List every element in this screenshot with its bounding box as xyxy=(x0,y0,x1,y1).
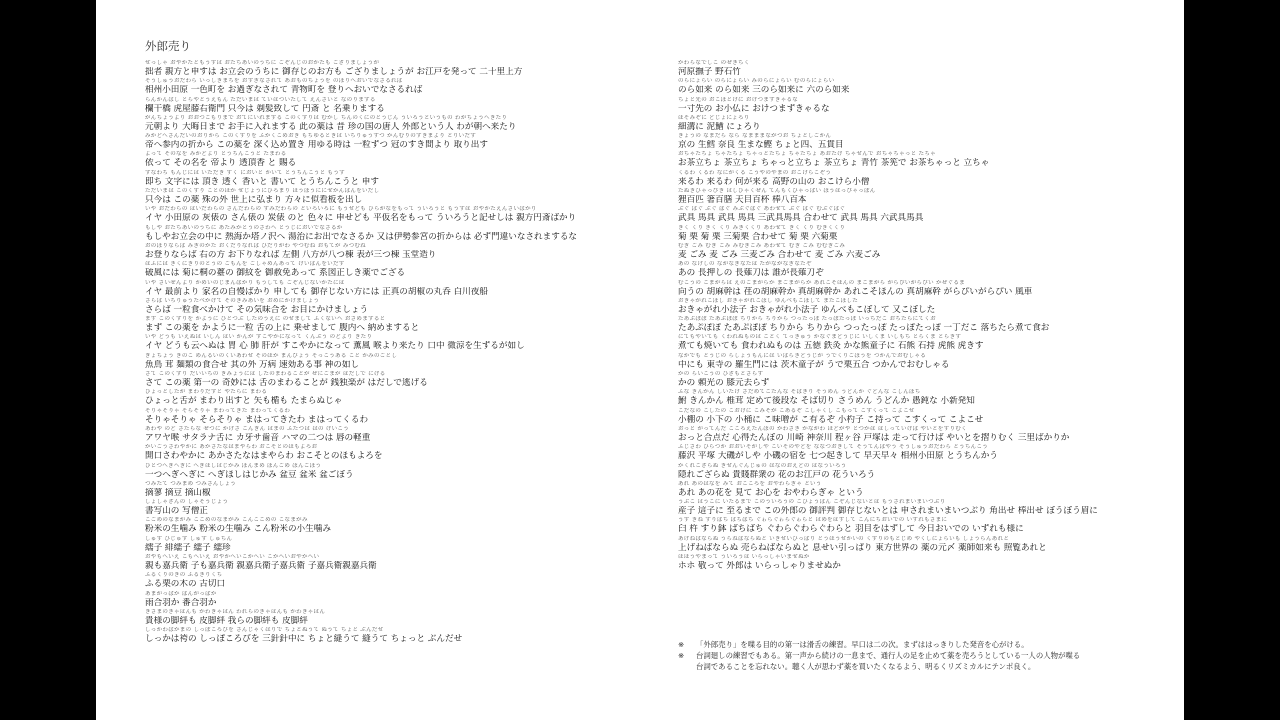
furigana-reading: はふには きくにきりのとうの ごもんを ごしゃめんあって けいばんをいだす xyxy=(145,261,345,268)
verse-line xyxy=(145,188,625,206)
verse-line xyxy=(678,115,1158,133)
verse-text: 開口さわやかに あかさたなはまやらわ おこそとのほもよろを xyxy=(145,451,383,462)
verse-line xyxy=(145,444,625,462)
verse-line xyxy=(678,554,1158,572)
furigana-reading: のらにょらい のらにょらい みのらにょらい むのらにょらい xyxy=(678,78,835,85)
furigana-reading: しゅす ひじゅす しゅす しゅちん xyxy=(145,535,233,542)
verse-line xyxy=(678,188,1158,206)
furigana-reading: そりゃそりゃ そらそりゃ まわってきた まわってくるわ xyxy=(145,407,291,414)
verse-text: 摘蓼 摘豆 摘山椒 xyxy=(145,487,211,498)
furigana-reading: あわや のど さたらな ぜつに かげさ ごんぎん はまの ふたつは はの けいこう xyxy=(145,425,350,432)
verse-line xyxy=(678,536,1158,554)
verse-text: かの 頼光の 膝元去らず xyxy=(678,378,770,389)
verse-text: 只今は この薬 殊の外 世上に弘まり 方々に似看板を出し xyxy=(145,195,363,206)
verse-line xyxy=(678,444,1158,462)
furigana-reading: すなわち もんじには いただき すく においと かいて とうちんこうと もうす xyxy=(145,169,345,176)
furigana-reading: いや おだわらの はいだわらの さんだわらの すみだわらの といろいろに もうせども ひらがなをもって ういろうと もうすは おやかたえんさいばかり xyxy=(145,206,537,213)
furigana-reading: かわらなでしこ のぜきちく xyxy=(678,60,750,66)
verse-text: 産子 這子に 至るまで この外郎の 御評判 御存じないとは 申されまいまいつぶり 角出せ 棒出せ ぼうぼう眉に xyxy=(678,506,1098,517)
verse-line xyxy=(145,151,625,169)
furigana-reading: かいごうさわやかに あかさたなはまやらわ おこそとのほもよろお xyxy=(145,444,318,451)
verse-line xyxy=(145,334,625,352)
verse-text: 狸百匹 箸百膳 天目百杯 棒八百本 xyxy=(678,195,807,206)
furigana-reading: いや さいぜんより かめいのじまんばかり もうしても ごぞんじないかたには xyxy=(145,279,345,286)
verse-text: さらば 一粒食べかけて その気味合を お目にかけましょう xyxy=(145,304,369,315)
verse-line xyxy=(145,298,625,316)
verse-text: あの 長押しの 長薙刀は 誰が長薙刀ぞ xyxy=(678,268,824,279)
furigana-reading: がんちょうより おおつごもりまで おてにいれまする このくすりは むかし ちんのくにのとうじん ういろうというもの わがちょうへきたり xyxy=(145,114,508,121)
note-text: 台詞廻しの練習でもある。第一声から続けの一息まで、通行人の足を止めて薬を売ろうとしている一人の人物が喋る xyxy=(696,651,1081,660)
verse-text: お茶立ちょ 茶立ちょ ちゃっと立ちょ 茶立ちょ 青竹 茶筅で お茶ちゃっと 立ちゃ xyxy=(678,158,990,169)
verse-text: ひょっと舌が まわり出すと 矢も楯も たまらぬじゃ xyxy=(145,396,343,407)
furigana-reading: くるわ くるわ なにがくる こうやのやまの おこけらこぞう xyxy=(678,169,832,176)
furigana-reading: らんかんばし とらやとうえもん ただいまは ていはついたして えんさいと なのりまする xyxy=(145,96,376,103)
verse-text: 即ち 文字には 頂き 透く 香いと 書いて とうちんこうと 申す xyxy=(145,176,379,187)
furigana-reading: ぎょちょう きのこ めんるいのくいあわせ そのほか まんびょう そっこうある こと かみのごとし xyxy=(145,352,398,359)
furigana-reading: あげねばならぬ うらねばならぬと いきせいひっぱり とうほうせかいの くすりのもとじめ やくしにょらいも しょうらんあれと xyxy=(678,535,1010,542)
furigana-reading: にてもやいても くわれぬものは ごとく てっきゅう かなぐまどうじに いしくま いしもち とらくま とらきす xyxy=(678,334,962,341)
verse-line xyxy=(145,316,625,334)
verse-text: 依って その名を 帝より 透頂香 と 賜る xyxy=(145,158,297,169)
verse-text: 藤沢 平塚 大磯がしや 小磯の宿を 七つ起きして 早天早々 相州小田原 とうちんかう xyxy=(678,451,998,462)
left-column xyxy=(145,60,625,646)
verse-line xyxy=(145,261,625,279)
verse-line xyxy=(678,517,1158,535)
furigana-reading: よって そのなを みかどより とうちんこうと たまわる xyxy=(145,151,287,158)
verse-line xyxy=(145,170,625,188)
verse-line xyxy=(145,408,625,426)
verse-line xyxy=(145,463,625,481)
document-title: 外郎売り xyxy=(145,39,191,53)
furigana-reading: かの らいこうの ひざもとさらず xyxy=(678,371,764,378)
furigana-reading: むこうの ごまがらは えのごまがらか まごまがらか あれこそほんの まごまがら がらぴいがらぴい かぜぐるま xyxy=(678,279,965,286)
furigana-reading: しょしゃざんの しゃそうじょう xyxy=(145,499,229,506)
furigana-reading: まず このくすりを かように ひとつぶ したのうえに のせまして ふくないへ おさめますると xyxy=(145,316,386,323)
furigana-reading: あの なげしの ながなぎなたは たがながなぎなたぞ xyxy=(678,261,812,268)
verse-line xyxy=(145,115,625,133)
furigana-reading: ひょっとしたが まわりだすと やたらに まわる xyxy=(145,389,268,396)
verse-text: おっと合点だ 心得たんぼの 川崎 神奈川 程ヶ谷 戸塚は 走って行けば やいとを摺りむく 三里ばかりか xyxy=(678,432,1070,443)
verse-text: そりゃそりゃ そらそりゃ まはってきたわ まはってくるわ xyxy=(145,414,369,425)
verse-line xyxy=(145,225,625,243)
verse-line xyxy=(678,499,1158,517)
verse-text: 雨合羽か 番合羽か xyxy=(145,597,217,608)
verse-text: 一つへぎへぎに へぎほしはじかみ 盆豆 盆米 盆ごぼう xyxy=(145,469,354,480)
furigana-reading: あれ あのはなを みて おこころを おやわらぎゃ という xyxy=(678,480,822,487)
verse-text: あれ あの花を 見て お心を おやわらぎゃ という xyxy=(678,487,864,498)
furigana-reading: こごめのなまがみ こごめのなまがみ こんこごめの こなまがみ xyxy=(145,517,308,524)
furigana-reading: せっしゃ おやかたともうすは おたちあいのうちに ごぞんじのおかたも ござりましょうが xyxy=(145,60,380,66)
verse-text: もしやお立会の中に 熱海か塔ノ沢へ 湯治にお出でなさるか 又は伊勢参宮の折からは 必ず門違いなされまするな xyxy=(145,231,578,242)
verse-text: 臼 杵 すり鉢 ばちばち ぐわらぐわらぐわらと 羽目をはずして 今日おいでの いずれも様に xyxy=(678,524,1024,535)
verse-line xyxy=(678,463,1158,481)
verse-text: しっかは袴の しっぽころびを 三針針中に ちょと縫うて 縫うて ちょっと ぶんだせ xyxy=(145,634,463,645)
verse-line xyxy=(678,316,1158,334)
verse-text: おきゃがれ小法子 おきゃがれ小法子 ゆんべもこぼして 又こぼした xyxy=(678,304,936,315)
verse-text: 書写山の 写僧正 xyxy=(145,506,208,517)
furigana-reading: あまがっぱか ばんがっぱか xyxy=(145,590,217,597)
verse-line xyxy=(145,243,625,261)
note-text: 「外郎売り」を喋る目的の第一は滑舌の練習。早口は二の次。まずははっきりした発音を心がける。 xyxy=(696,640,1029,649)
note-line xyxy=(678,639,1158,650)
verse-line xyxy=(678,60,1158,78)
furigana-reading: おのぼりならば みぎのかた おくだりなれば ひだりがわ やつむね おもてが みつむね xyxy=(145,242,366,249)
verse-line xyxy=(678,389,1158,407)
note-mark: ※ xyxy=(678,651,685,660)
right-column xyxy=(678,60,1158,572)
note-line xyxy=(678,650,1158,661)
furigana-reading: ただいまは このくすり ことのほか せじょうにひろまり ほうぼうににせかんばんをいだし xyxy=(145,188,380,195)
verse-text: のら如来 のら如来 三のら如来に 六のら如来 xyxy=(678,85,850,96)
verse-text: 京の 生鱈 奈良 生まな鰹 ちょと四、五貫目 xyxy=(678,140,844,151)
verse-line xyxy=(678,261,1158,279)
verse-text: 鮒 きんかん 椎茸 定めて後段な そば切り さうめん うどんか 愚鈍な 小新発知 xyxy=(678,396,975,407)
verse-text: 相州小田原 一色町を お過ぎなされて 青物町を 登りへおいでなさるれば xyxy=(145,85,423,96)
furigana-reading: ちょと先の おこぼとけに おけつまずきゃるな xyxy=(678,96,799,103)
verse-text: 河原撫子 野石竹 xyxy=(678,67,741,77)
furigana-reading: きょうの なまだら なら なまままながつお ちょとしごかん xyxy=(678,133,832,140)
verse-line xyxy=(678,334,1158,352)
verse-line xyxy=(145,481,625,499)
furigana-reading: ほそみぞに どじょにょろり xyxy=(678,114,750,121)
furigana-reading: そうしゅうおだわら いっしきまちを おすぎなされて あおものちょうを のぼりへおいでなさるれば xyxy=(145,78,403,85)
verse-text: 来るわ 来るわ 何が来る 高野の山の おこけら小僧 xyxy=(678,176,870,187)
note-mark: ※ xyxy=(678,640,685,649)
verse-text: ふる栗の木の 古切口 xyxy=(145,579,226,590)
verse-line xyxy=(145,554,625,572)
verse-line xyxy=(145,206,625,224)
verse-text: お登りならば 右の方 お下りなれば 左側 八方が八つ棟 表が三つ棟 玉堂造り xyxy=(145,249,437,260)
verse-line xyxy=(145,572,625,590)
verse-text: さて この薬 第一の 奇妙には 舌のまわることが 銭独楽が はだしで逃げる xyxy=(145,378,428,389)
furigana-reading: きく くり きく くり みきくくり あわせて きく くり むきくくり xyxy=(678,224,846,231)
verse-line xyxy=(145,60,625,78)
verse-line xyxy=(678,280,1158,298)
furigana-reading: もしや おたちあいのうちに あたみかとうのさわへ とうじにおいでなさるか xyxy=(145,224,343,231)
note-line xyxy=(678,661,1158,672)
furigana-reading: さて このくすり だいいちの きみょうには したのまわることが ぜにごまが はだしで にげる xyxy=(145,371,386,378)
notes-section xyxy=(678,639,1158,672)
furigana-reading: たぬきひゃっぴき はしひゃくぜん てんもくひゃっぱい ぼうはっぴゃっぽん xyxy=(678,188,876,195)
furigana-reading: こだなの こしたの こおけに こみそが こあるぞ こしゃくし こもって こすくって こよこせ xyxy=(678,407,915,414)
furigana-reading: ほほうやまって ういろうは いらっしゃいませぬか xyxy=(678,554,810,561)
verse-line xyxy=(145,627,625,645)
furigana-reading: おちゃたちょ ちゃたちょ ちゃっとたちょ ちゃたちょ あおたけ ちゃせんで おちゃちゃっと たちゃ xyxy=(678,151,936,158)
verse-line xyxy=(145,499,625,517)
verse-text: 中にも 東寺の 羅生門には 茨木童子が うで栗五合 つかんでおむしゃる xyxy=(678,359,950,370)
verse-line xyxy=(145,389,625,407)
verse-line xyxy=(678,206,1158,224)
verse-line xyxy=(678,481,1158,499)
verse-text: 煮ても焼いても 食われぬものは 五徳 鉄灸 かな熊童子に 石熊 石持 虎熊 虎きす xyxy=(678,341,984,352)
verse-line xyxy=(145,353,625,371)
furigana-reading: さらば いちりゅうたべかけて そのきみあいを おめにかけましょう xyxy=(145,297,320,304)
verse-line xyxy=(678,225,1158,243)
verse-text: 麦 ごみ 麦 ごみ 三麦ごみ 合わせて 麦 ごみ 六麦ごみ xyxy=(678,249,881,260)
document-page xyxy=(96,0,1184,720)
verse-line xyxy=(145,609,625,627)
verse-text: 隠れござらぬ 貴賤群衆の 花のお江戸の 花ういろう xyxy=(678,469,876,480)
furigana-reading: ぶぐ ばぐ ぶぐ ばぐ みぶぐばぐ あわせて ぶぐ ばぐ むぶぐばぐ xyxy=(678,206,846,213)
furigana-reading: ふな きんかん しいたけ さだめてごたんな そばきり そうめん うどんか ぐどんな こしんぼち xyxy=(678,389,921,396)
furigana-reading: うす きね すりばち ばちばち ぐゎらぐゎらぐゎらと はめをはずして こんにちおいでの いずれもさまに xyxy=(678,517,948,524)
furigana-reading: おやもへいえ こもへいえ おやかへいこかへい こかへいおやかへい xyxy=(145,554,320,561)
furigana-reading: しっかわばかまの しっぽころびを さんじゃくはりで ちょとぬうて ぬうて ちょと ぶんだせ xyxy=(145,627,384,634)
verse-text: アワヤ喉 サタラナ舌に カ牙サ歯音 ハマの二つは 唇の軽重 xyxy=(145,432,371,443)
verse-text: 拙者 親方と申すは お立会のうちに 御存じのお方も ござりましょうが お江戸を発って 二十里上方 xyxy=(145,67,523,77)
furigana-reading: きさまのきゃはんも かわきゃはん われらのきゃはんも かわきゃはん xyxy=(145,608,326,615)
verse-text: 破風には 菊に桐の薹の 御紋を 御赦免あって 系図正しき薬でござる xyxy=(145,268,406,279)
verse-text: ホホ 敬って 外郎は いらっしゃりませぬか xyxy=(678,561,841,572)
verse-text: 一寸先の お小仏に おけつまずきゃるな xyxy=(678,103,830,114)
verse-line xyxy=(678,408,1158,426)
verse-line xyxy=(145,280,625,298)
verse-line xyxy=(678,151,1158,169)
verse-line xyxy=(145,426,625,444)
furigana-reading: ふるくりのきの ふるきりくち xyxy=(145,572,223,579)
verse-line xyxy=(678,243,1158,261)
verse-line xyxy=(145,371,625,389)
verse-text: 貴様の脚絆も 皮脚絆 我らの脚絆も 皮脚絆 xyxy=(145,615,308,626)
verse-text: イヤ 小田原の 灰俵の さん俵の 炭俵 のと 色々に 申せども 平仮名をもって ういろうと記せしは 親方円斎ばかり xyxy=(145,213,577,224)
verse-line xyxy=(145,97,625,115)
furigana-reading: ひとつへぎへぎに へぎほしはじかみ ぼんまめ ぼんごめ ぼんごぼう xyxy=(145,462,322,469)
verse-line xyxy=(145,591,625,609)
furigana-reading: たあぷぽぽ たあぷぽぽ ちりから ちりから つったっぽ たっぽたっぽ いっちだこ おちたらにてくお xyxy=(678,316,936,323)
verse-line xyxy=(678,353,1158,371)
furigana-reading: なかでも とうじの らしょうもんには いばらきどうじが うでくりごぼうを つかんでおむしゃる xyxy=(678,352,927,359)
furigana-reading: おきゃがれこぼし おきゃがれこぼし ゆんべもこぼして またこぼした xyxy=(678,297,859,304)
verse-text: 上げねばならぬ 売らねばならぬと 息せい引っぱり 東方世界の 薬の元〆 薬師如来も 照覧あれと xyxy=(678,542,1047,553)
verse-text: イヤ 最前より 家名の自慢ばかり 申しても 御存じない方には 正真の胡椒の丸呑 白川夜船 xyxy=(145,286,488,297)
verse-text: 欄干橋 虎屋藤右衛門 只今は 剃髪致して 円斎 と 名乗りまする xyxy=(145,103,385,114)
furigana-reading: ふじさわ ひらつか おおいそがしや こいそのやどを ななつおきして そうてんばやう そうしゅうおだわら とうちんこう xyxy=(678,444,989,451)
verse-line xyxy=(145,517,625,535)
furigana-reading: おっと がってんだ こころえたんぼの かわさき かながわ ほどがや とつかは はしっていけば やいとをすりむく xyxy=(678,425,967,432)
verse-line xyxy=(145,536,625,554)
verse-line xyxy=(678,97,1158,115)
verse-text: たあぷぽぽ たあぷぽぽ ちりから ちりから つったっぽ たっぽたっぽ 一丁だこ 落ちたら煮て食お xyxy=(678,323,1050,334)
furigana-reading: みかどへさんだいのおりから このくすりを ふかくこめおき もちゆるときは いちりゅうずつ かんむりのすきまより とりいだす xyxy=(145,133,477,140)
verse-text: 魚鳥 茸 麺類の食合せ 其の外 万病 速効ある事 神の如し xyxy=(145,359,360,370)
verse-text: 繻子 緋繻子 繻子 繻珍 xyxy=(145,542,231,553)
verse-line xyxy=(678,170,1158,188)
verse-text: 向うの 胡麻幹は 荏の胡麻幹か 真胡麻幹か あれこそほんの 真胡麻幹 がらぴいがらぴい 風車 xyxy=(678,286,1033,297)
furigana-reading: かくれござらぬ きせんぐんじゅの はなのおえどの はなういろう xyxy=(678,462,847,469)
verse-line xyxy=(145,78,625,96)
verse-text: イヤ どうも云へぬは 胃 心 肺 肝が すこやかになって 薫風 喉より来たり 口中 微涼を生ずるが如し xyxy=(145,341,525,352)
verse-text: 武具 馬具 武具 馬具 三武具馬具 合わせて 武具 馬具 六武具馬具 xyxy=(678,213,924,224)
verse-line xyxy=(678,426,1158,444)
furigana-reading: むぎ ごみ むぎ ごみ みむぎごみ あわせて むぎ ごみ むむぎごみ xyxy=(678,242,846,249)
verse-line xyxy=(678,298,1158,316)
verse-line xyxy=(678,78,1158,96)
verse-text: 帝へ参内の折から この薬を 深く込め置き 用ゆる時は 一粒ずつ 冠のすき間より 取り出す xyxy=(145,140,488,151)
furigana-reading: いや どうも いえぬは いしん はい かんが すこやかになって くんぷう のどより きたり xyxy=(145,334,373,341)
verse-text: 小棚の 小下の 小桶に こ味噌が こ有るぞ 小杓子 こ持って こすくって こよこせ xyxy=(678,414,984,425)
note-text: 台詞であることを忘れない。聴く人が思わず薬を買いたくなるよう、明るくリズミカルにテンポ良く。 xyxy=(696,662,1036,671)
furigana-reading: つみたて つみまめ つみさんしょう xyxy=(145,480,237,487)
verse-line xyxy=(678,133,1158,151)
verse-text: 細溝に 泥鰌 にょろり xyxy=(678,121,761,132)
verse-text: 親も嘉兵衛 子も嘉兵衛 親嘉兵衛子嘉兵衛 子嘉兵衛親嘉兵衛 xyxy=(145,561,377,572)
verse-text: まず この薬を かように一粒 舌の上に 乗せまして 腹内へ 納めますると xyxy=(145,323,420,334)
verse-line xyxy=(678,371,1158,389)
furigana-reading: うぶこ はうこに いたるまで このういろうの ごひょうばん ごぞんじないとは もうされまいまいつぶり xyxy=(678,499,946,506)
verse-text: 元朝より 大晦日まで お手に入れまする 此の薬は 昔 珍の国の唐人 外郎という人 わが朝へ来たり xyxy=(145,121,517,132)
verse-text: 菊 栗 菊 栗 三菊栗 合わせて 菊 栗 六菊栗 xyxy=(678,231,838,242)
verse-text: 粉米の生噛み 粉米の生噛み こん粉米の小生噛み xyxy=(145,524,331,535)
verse-line xyxy=(145,133,625,151)
